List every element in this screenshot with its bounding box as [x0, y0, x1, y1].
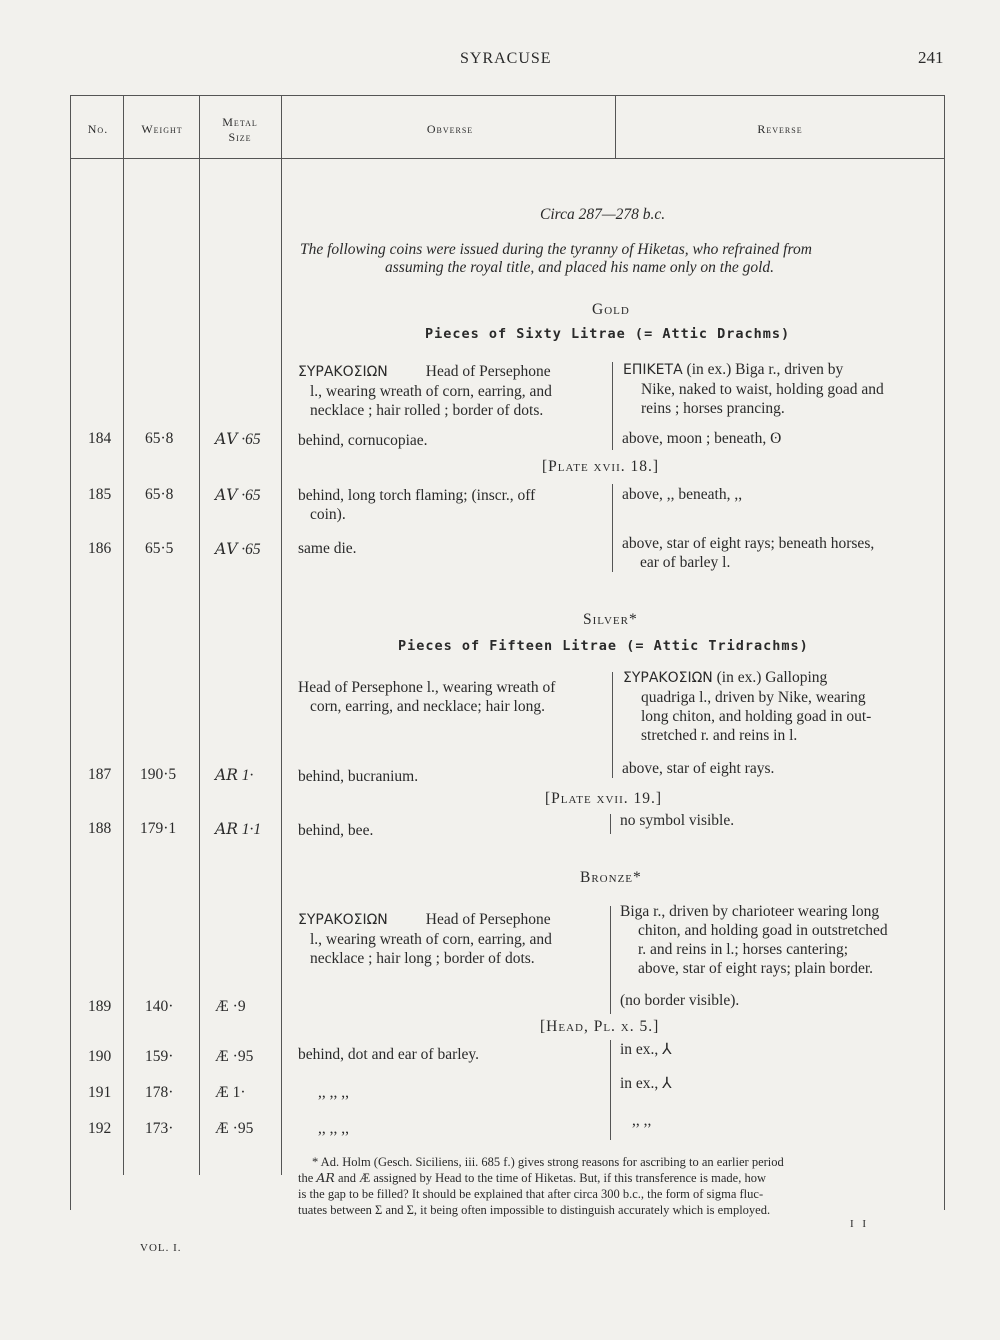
col-divider-weight: [199, 95, 200, 1175]
silver-subheading: Pieces of Fifteen Litrae (= Attic Tridrachms): [398, 638, 809, 654]
section-heading-gold: Gold: [592, 301, 630, 318]
gold-subheading: Pieces of Sixty Litrae (= Attic Drachms): [425, 326, 791, 342]
row-185-obverse: [298, 486, 535, 524]
row-190-no: 190: [88, 1048, 112, 1065]
row-184-reverse: above, moon ; beneath, ʘ: [622, 430, 782, 447]
bronze-reverse-line2: chiton, and holding goad in outstretched: [638, 922, 888, 939]
section-heading-bronze: Bronze*: [580, 869, 642, 886]
col-divider-metal: [281, 95, 282, 1175]
col-header-metal: [203, 115, 277, 145]
silver-reverse-line4: stretched r. and reins in l.: [641, 727, 798, 744]
row-191-weight: 178·: [145, 1084, 174, 1101]
bronze-plate-reference-text: [Head, Pl. x. 5.]: [540, 1018, 660, 1035]
row-186-metal: 𝐴𝑉 ·65: [215, 541, 261, 558]
table-left-border: [70, 95, 71, 1210]
gold-obverse-legend: ΣΥΡΑΚΟΣΙΩΝ: [298, 364, 388, 380]
bronze-plate-reference: [540, 1018, 659, 1036]
row-191-no: 191: [88, 1084, 112, 1101]
silver-obverse-line2: corn, earring, and necklace; hair long.: [310, 698, 545, 715]
row-188-weight: 179·1: [140, 820, 177, 837]
section-heading-silver: Silver*: [583, 611, 638, 628]
silver-reverse-line1: [623, 668, 871, 688]
row-188-divider: [610, 814, 611, 834]
footnote-line4: [298, 1202, 940, 1218]
row-186-obverse: same die.: [298, 540, 357, 557]
silver-reverse-legend: ΣΥΡΑΚΟΣΙΩΝ: [623, 670, 713, 686]
bronze-reverse-description: [620, 902, 888, 978]
row-186-reverse: [622, 534, 874, 572]
col-header-metal-line2: Size: [228, 130, 252, 144]
col-header-reverse: Reverse: [757, 122, 803, 136]
row-191-reverse: in ex., ⅄: [620, 1075, 672, 1092]
gold-reverse-line1-text: (in ex.) Biga r., driven by: [686, 361, 844, 378]
footnote-line4-text: tuates between Σ and Σ, it being often impossible to distinguish accurately which is employed.: [298, 1203, 771, 1217]
row-190-obverse: behind, dot and ear of barley.: [298, 1046, 480, 1063]
row-189-metal: Æ ·9: [215, 998, 246, 1015]
row-188-metal: 𝐴𝑅 1·1: [215, 821, 262, 838]
gold-reverse-legend: ΕΠΙΚΕΤΑ: [623, 362, 683, 378]
row-185-weight: 65·8: [145, 486, 174, 503]
table-right-border: [944, 95, 945, 1210]
row-185-divider: [612, 484, 613, 572]
row-188-reverse: no symbol visible.: [620, 812, 735, 829]
footnote-line2: the 𝐴𝑅 and Æ assigned by Head to the time of Hiketas. But, if this transference is made, how: [298, 1171, 766, 1185]
row-185-obverse-line1: behind, long torch flaming; (inscr., off: [298, 487, 536, 504]
period-note-line1: The following coins were issued during the tyranny of Hiketas, who refrained from: [300, 241, 812, 258]
row-185-obverse-line2: coin).: [310, 506, 346, 523]
col-header-weight: Weight: [141, 122, 183, 136]
silver-obverse-description: [298, 678, 555, 716]
col-header-obverse: Obverse: [426, 122, 474, 136]
bronze-obverse-description: [298, 910, 552, 968]
table-header-rule: [70, 158, 944, 159]
row-189-weight: 140·: [145, 998, 174, 1015]
volume-label: VOL. I.: [140, 1242, 182, 1254]
row-186-reverse-line2: ear of barley l.: [640, 554, 731, 571]
row-187-weight: 190·5: [140, 766, 177, 783]
row-186-no: 186: [88, 540, 112, 557]
row-184-no: 184: [88, 430, 112, 447]
silver-reverse-line2: quadriga l., driven by Nike, wearing: [641, 689, 866, 706]
footnote: [298, 1154, 940, 1218]
gold-obverse-line1: [298, 362, 552, 382]
gold-obverse-line2: l., wearing wreath of corn, earring, and: [310, 383, 552, 400]
period-note-line2: assuming the royal title, and placed his name only on the gold.: [385, 259, 775, 276]
bronze-obverse-line1-text: Head of Persephone: [425, 911, 551, 928]
row-184-weight: 65·8: [145, 430, 174, 447]
bronze-divider: [610, 906, 611, 1014]
gold-obverse-line1-text: Head of Persephone: [425, 363, 551, 380]
col-header-no: No.: [87, 122, 109, 136]
row-192-no: 192: [88, 1120, 112, 1137]
bronze-reverse-line3: r. and reins in l.; horses cantering;: [638, 941, 849, 958]
gold-obverse-line3: necklace ; hair rolled ; border of dots.: [310, 402, 544, 419]
row-184-obverse: behind, cornucopiae.: [298, 432, 428, 449]
running-header-title: SYRACUSE: [460, 50, 552, 67]
row-188-obverse: behind, bee.: [298, 822, 374, 839]
gold-plate-reference-text: [Plate xvii. 18.]: [542, 458, 660, 475]
silver-obverse-line1: Head of Persephone l., wearing wreath of: [298, 679, 556, 696]
silver-reverse-description: [623, 668, 871, 745]
row-189-reverse: (no border visible).: [620, 992, 740, 1009]
row-191-metal: Æ 1·: [215, 1084, 246, 1101]
silver-plate-reference: [545, 790, 662, 808]
bronze-reverse-line4: above, star of eight rays; plain border.: [638, 960, 874, 977]
row-191-obverse: ,, ,, ,,: [318, 1084, 349, 1101]
page-number: 241: [918, 48, 944, 67]
gold-divider: [612, 362, 613, 450]
bronze-obverse-legend: ΣΥΡΑΚΟΣΙΩΝ: [298, 912, 388, 928]
silver-plate-reference-text: [Plate xvii. 19.]: [545, 790, 663, 807]
bronze-reverse-line1: Biga r., driven by charioteer wearing long: [620, 903, 880, 920]
gold-plate-reference: [542, 458, 659, 476]
row-192-obverse: ,, ,, ,,: [318, 1120, 349, 1137]
row-187-reverse: above, star of eight rays.: [622, 760, 775, 777]
row-190-reverse: in ex., ⅄: [620, 1041, 672, 1058]
row-188-no: 188: [88, 820, 112, 837]
footnote-line3: is the gap to be filled? It should be explained that after circa 300 b.c., the form of sigma fluc-: [298, 1187, 764, 1201]
bronze-obverse-line3: necklace ; hair long ; border of dots.: [310, 950, 535, 967]
row-186-reverse-line1: above, star of eight rays; beneath horses,: [622, 535, 875, 552]
row-187-obverse: behind, bucranium.: [298, 768, 419, 785]
row-192-reverse: ,, ,,: [632, 1112, 652, 1129]
row-184-metal: 𝐴𝑉 ·65: [215, 431, 261, 448]
row-186-weight: 65·5: [145, 540, 174, 557]
silver-reverse-line3: long chiton, and holding goad in out-: [641, 708, 872, 725]
row-192-metal: Æ ·95: [215, 1120, 254, 1137]
gold-obverse-description: [298, 362, 552, 420]
period-title: Circa 287—278 b.c.: [540, 206, 666, 223]
signature-mark: I I: [850, 1218, 870, 1230]
silver-divider: [612, 672, 613, 778]
gold-reverse-description: [623, 360, 884, 418]
col-divider-obverse-reverse: [615, 95, 616, 158]
bronze-obverse-line2: l., wearing wreath of corn, earring, and: [310, 931, 552, 948]
row-185-metal: 𝐴𝑉 ·65: [215, 487, 261, 504]
table-top-rule: [70, 95, 944, 96]
gold-reverse-line1: [623, 360, 884, 380]
row-187-metal: 𝐴𝑅 1·: [215, 767, 254, 784]
row-187-no: 187: [88, 766, 112, 783]
row-189-no: 189: [88, 998, 112, 1015]
row-192-weight: 173·: [145, 1120, 174, 1137]
gold-reverse-line3: reins ; horses prancing.: [641, 400, 785, 417]
row-185-reverse: above, ,, beneath, ,,: [622, 486, 743, 503]
row-190-weight: 159·: [145, 1048, 174, 1065]
row-185-no: 185: [88, 486, 112, 503]
silver-reverse-line1-text: (in ex.) Galloping: [716, 669, 828, 686]
col-divider-no: [123, 95, 124, 1175]
col-header-metal-line1: Metal: [222, 115, 258, 129]
gold-reverse-line2: Nike, naked to waist, holding goad and: [641, 381, 884, 398]
footnote-line1: * Ad. Holm (Gesch. Siciliens, iii. 685 f.) gives strong reasons for ascribing to an earlier period: [312, 1155, 784, 1169]
bronze-obverse-line1: [298, 910, 552, 930]
row-190-metal: Æ ·95: [215, 1048, 254, 1065]
row-190-divider: [610, 1040, 611, 1140]
